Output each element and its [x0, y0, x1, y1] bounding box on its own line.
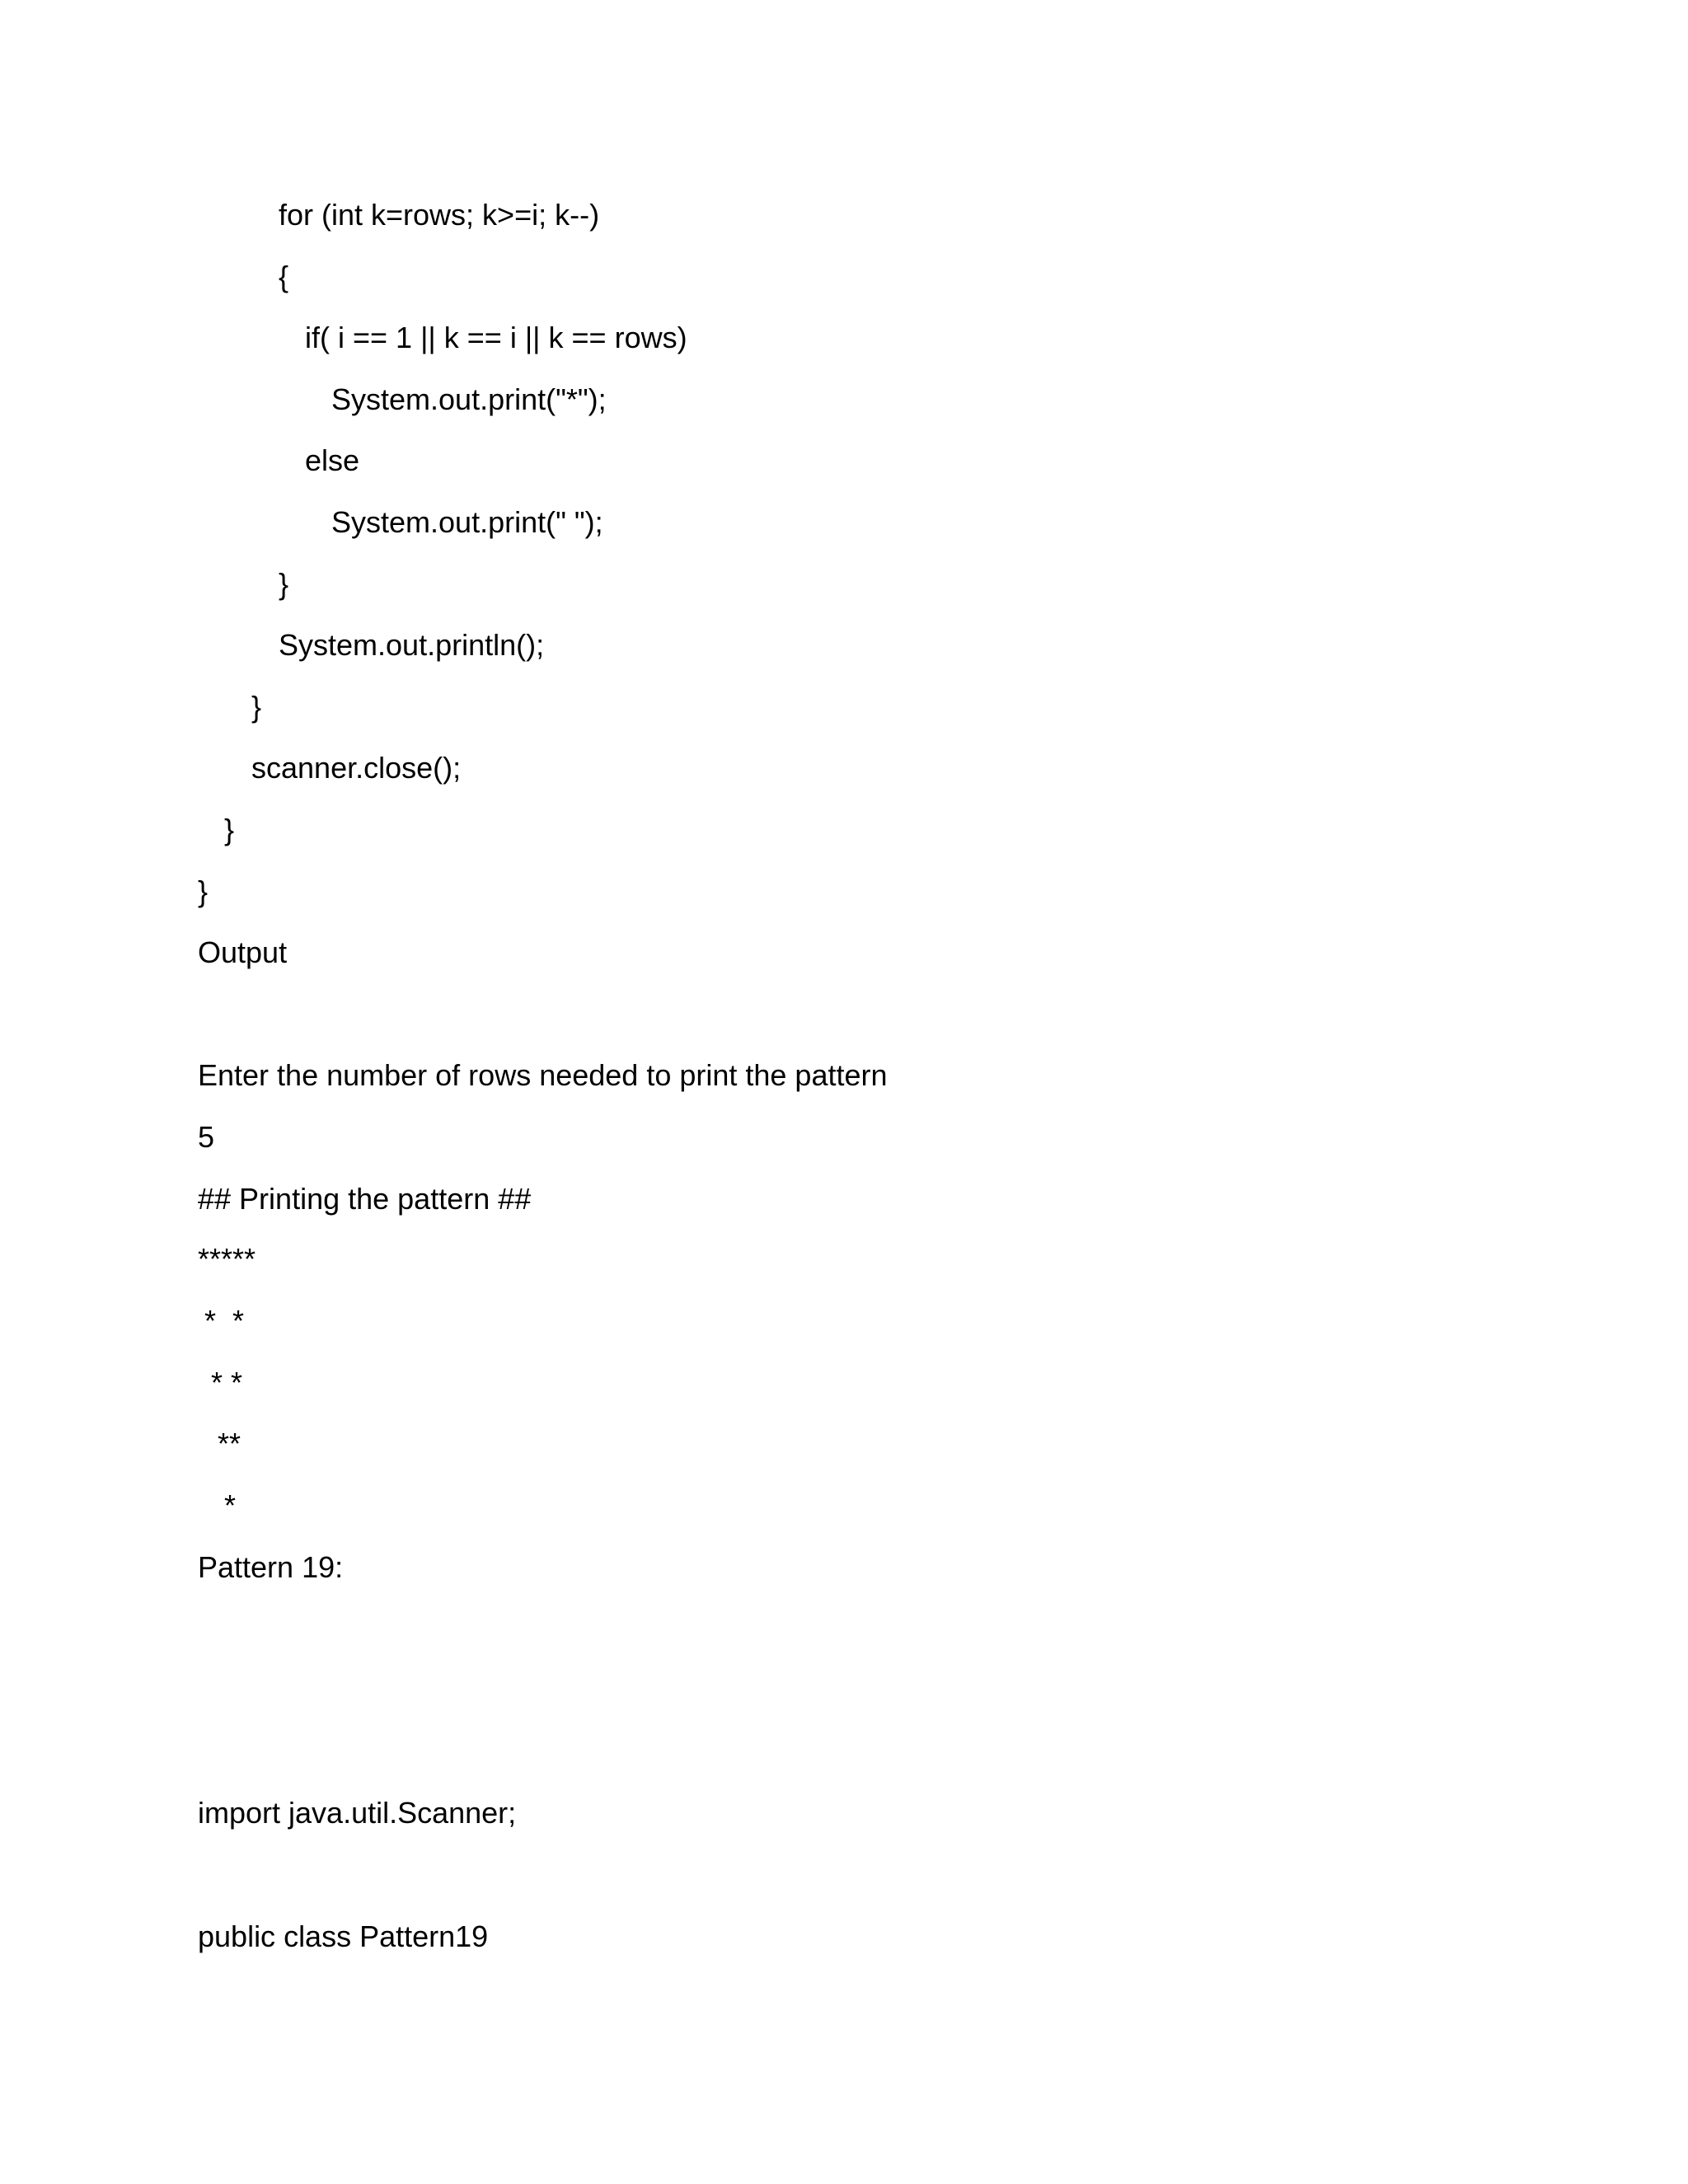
output-pattern-row: ** — [218, 1427, 241, 1460]
code-line-println: System.out.println(); — [279, 628, 545, 662]
code-line-if: if( i == 1 || k == i || k == rows) — [305, 321, 687, 354]
output-prompt: Enter the number of rows needed to print the pattern — [198, 1058, 888, 1092]
code-line-close-brace: } — [251, 690, 262, 724]
section-title: Pattern 19: — [198, 1550, 344, 1584]
code-line-close-brace: } — [198, 874, 209, 908]
code-line-print-space: System.out.print(" "); — [331, 505, 603, 539]
output-pattern-row: * * — [204, 1304, 245, 1338]
output-pattern-row: * * — [211, 1366, 243, 1399]
output-pattern-row: * — [224, 1488, 237, 1522]
code-line-import: import java.util.Scanner; — [198, 1796, 517, 1830]
output-heading: Output — [198, 935, 288, 969]
output-pattern-row: ***** — [198, 1242, 256, 1276]
code-line-for-loop: for (int k=rows; k>=i; k--) — [279, 198, 600, 232]
code-line-close-brace: } — [224, 813, 235, 846]
code-line-open-brace: { — [279, 260, 289, 293]
code-line-class-declaration: public class Pattern19 — [198, 1919, 489, 1953]
code-line-print-star: System.out.print("*"); — [331, 382, 607, 416]
code-line-scanner-close: scanner.close(); — [251, 751, 462, 785]
output-banner: ## Printing the pattern ## — [198, 1182, 532, 1216]
output-input-value: 5 — [198, 1120, 215, 1154]
code-line-else: else — [305, 443, 360, 477]
code-line-close-brace: } — [279, 567, 289, 601]
